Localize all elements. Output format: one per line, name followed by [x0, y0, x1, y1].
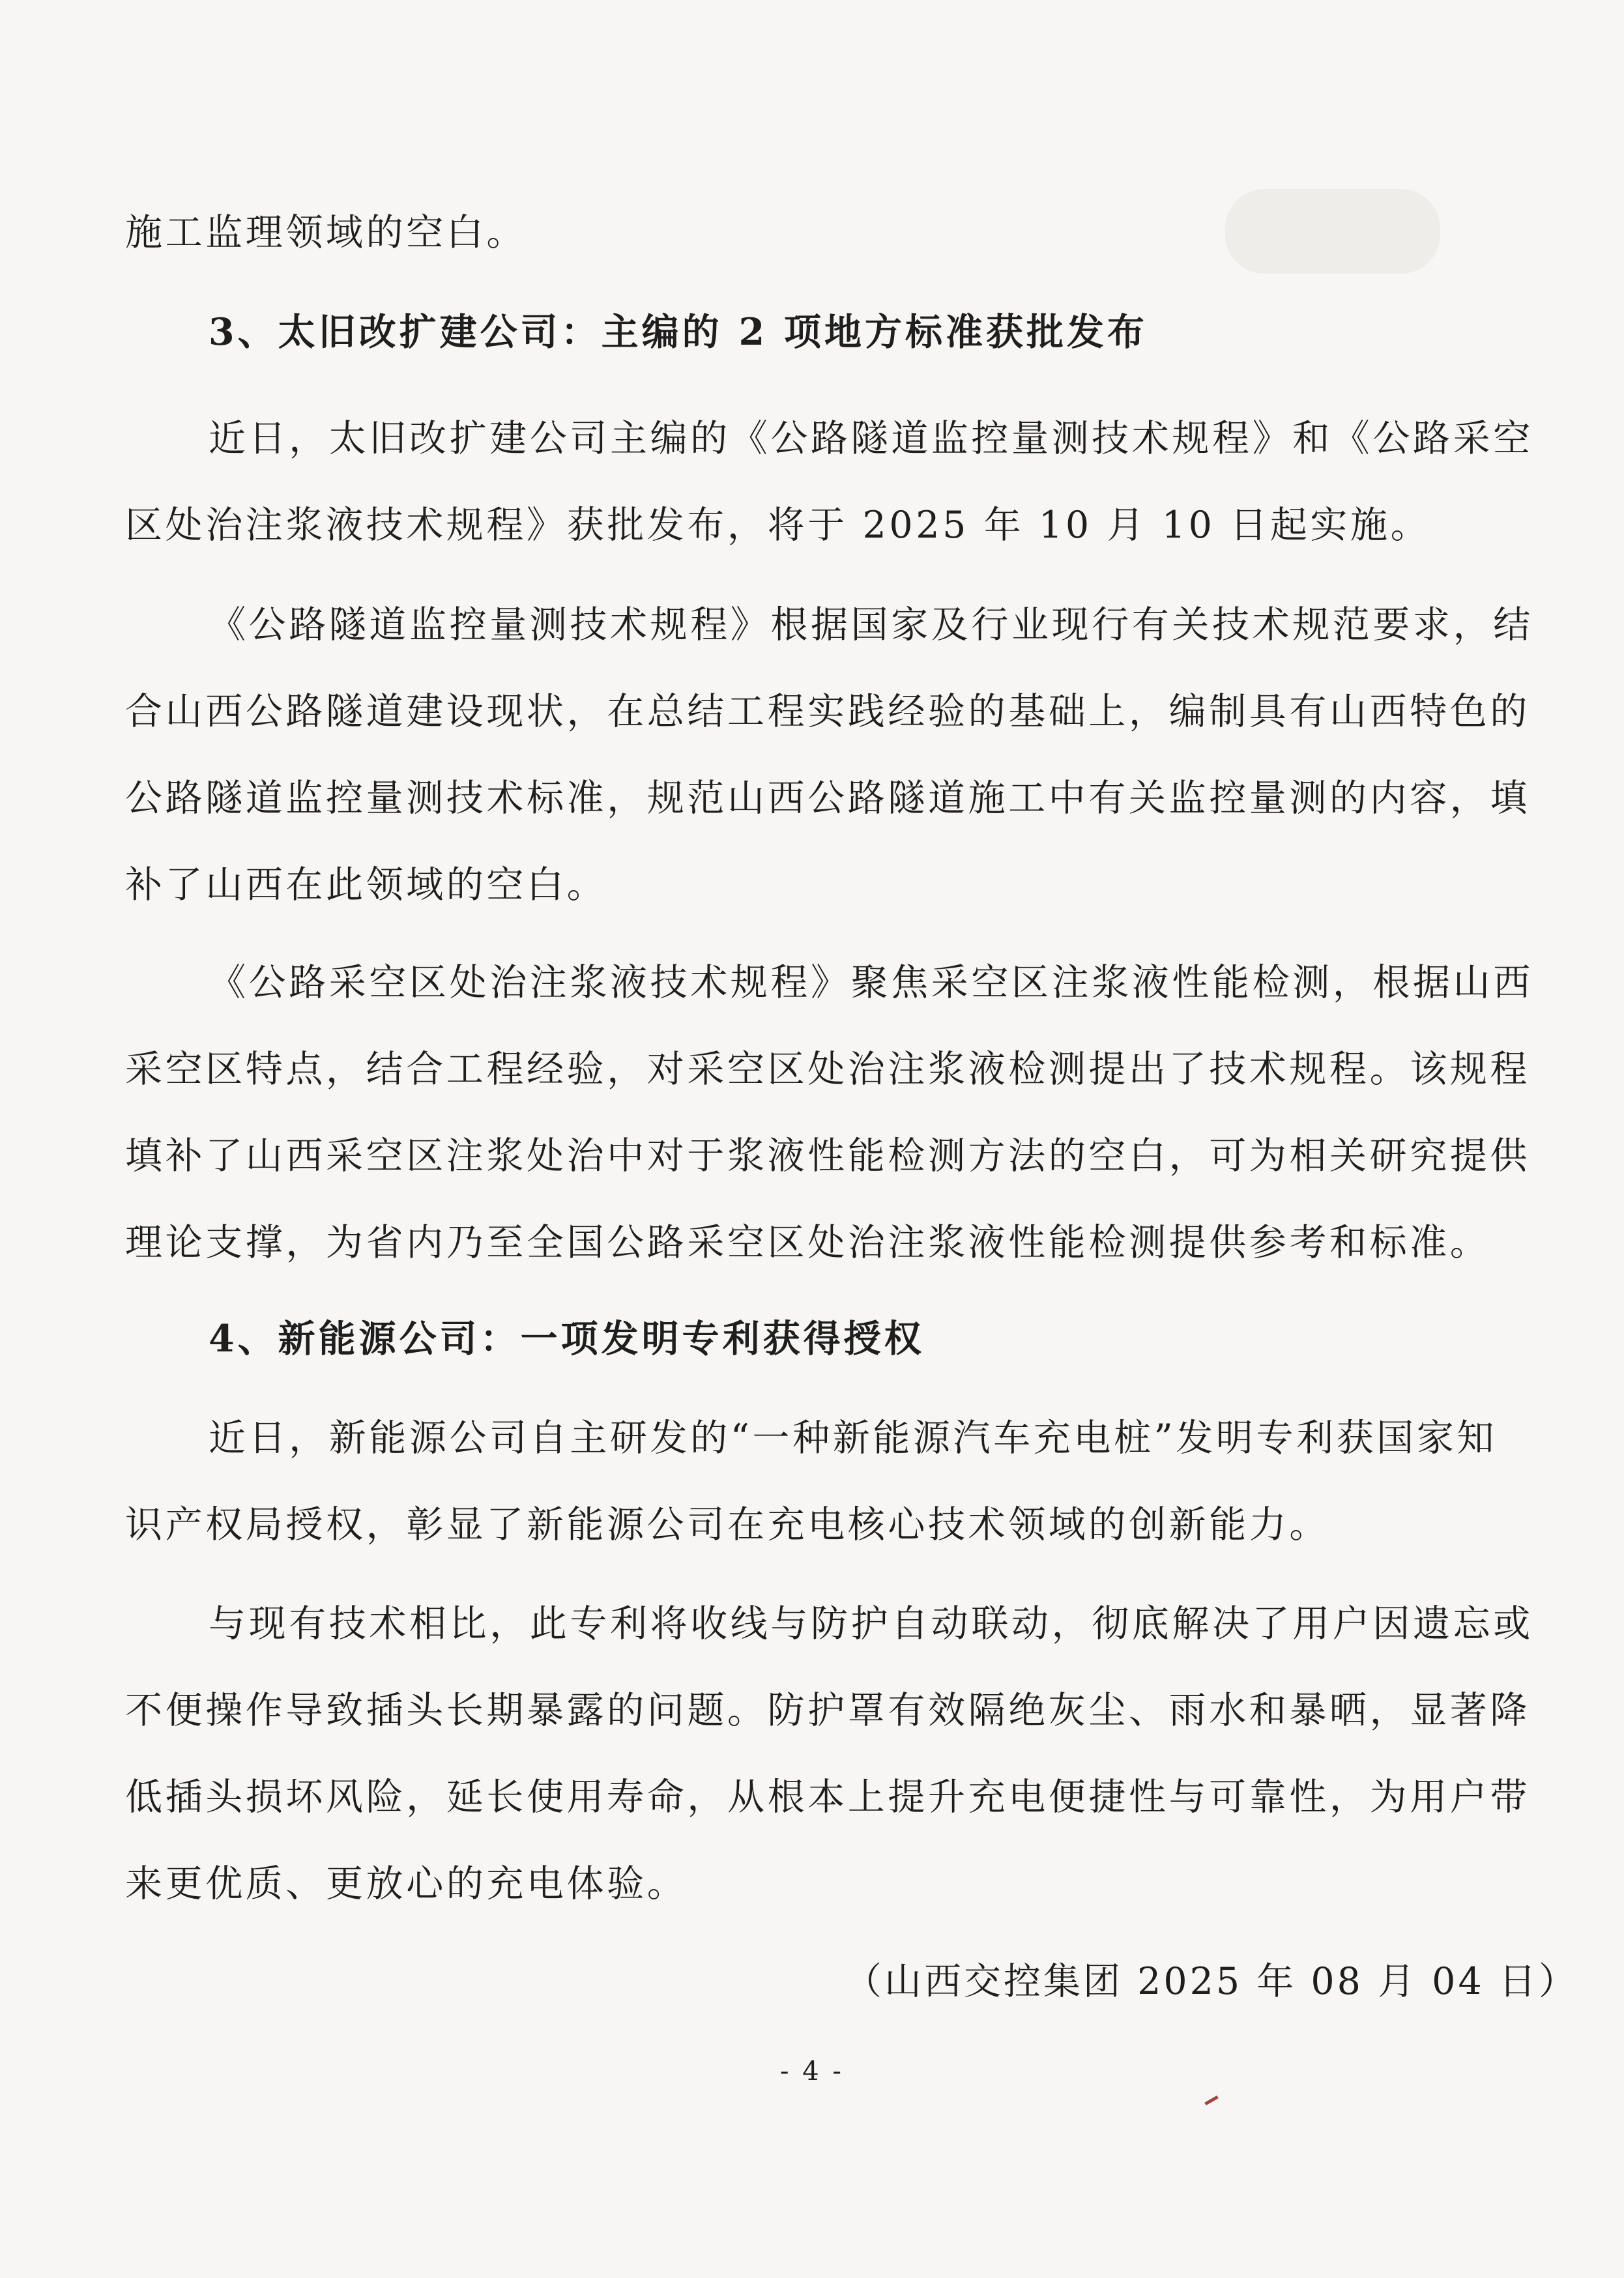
source-attribution: （山西交控集团 2025 年 08 月 04 日）	[845, 1960, 1578, 2003]
paragraph-line: 近日，太旧改扩建公司主编的《公路隧道监控量测技术规程》和《公路采空	[209, 417, 1533, 460]
paragraph-line: 识产权局授权，彰显了新能源公司在充电核心技术领域的创新能力。	[125, 1503, 1329, 1546]
section-heading-4: 4、新能源公司：一项发明专利获得授权	[209, 1317, 925, 1361]
section-heading-3: 3、太旧改扩建公司：主编的 2 项地方标准获批发布	[209, 310, 1148, 354]
paragraph-line: 理论支撑，为省内乃至全国公路采空区处治注浆液性能检测提供参考和标准。	[125, 1221, 1490, 1264]
paragraph-line: 公路隧道监控量测技术标准，规范山西公路隧道施工中有关监控量测的内容，填	[125, 777, 1530, 820]
paragraph-line: 近日，新能源公司自主研发的“一种新能源汽车充电桩”发明专利获国家知	[209, 1417, 1498, 1460]
paragraph-line: 《公路采空区处治注浆液技术规程》聚焦采空区注浆液性能检测，根据山西	[209, 961, 1533, 1004]
paragraph-line: 填补了山西采空区注浆处治中对于浆液性能检测方法的空白，可为相关研究提供	[125, 1134, 1530, 1177]
paragraph-line: 《公路隧道监控量测技术规程》根据国家及行业现行有关技术规范要求，结	[209, 603, 1533, 646]
pen-mark	[1204, 2096, 1219, 2105]
paragraph-line: 采空区特点，结合工程经验，对采空区处治注浆液检测提出了技术规程。该规程	[125, 1048, 1530, 1091]
paragraph-line: 不便操作导致插头长期暴露的问题。防护罩有效隔绝灰尘、雨水和暴晒，显著降	[125, 1689, 1530, 1732]
paragraph-line: 区处治注浆液技术规程》获批发布，将于 2025 年 10 月 10 日起实施。	[125, 504, 1431, 547]
paragraph-line: 来更优质、更放心的充电体验。	[125, 1862, 688, 1905]
paragraph-line: 与现有技术相比，此专利将收线与防护自动联动，彻底解决了用户因遗忘或	[209, 1602, 1533, 1645]
paragraph-line: 低插头损坏风险，延长使用寿命，从根本上提升充电便捷性与可靠性，为用户带	[125, 1776, 1530, 1819]
paragraph-line: 补了山西在此领域的空白。	[125, 863, 607, 906]
bleed-through-stamp	[1225, 189, 1440, 274]
page-number: - 4 -	[780, 2056, 844, 2086]
paragraph-line: 合山西公路隧道建设现状，在总结工程实践经验的基础上，编制具有山西特色的	[125, 690, 1530, 733]
paragraph-line: 施工监理领域的空白。	[125, 211, 527, 254]
